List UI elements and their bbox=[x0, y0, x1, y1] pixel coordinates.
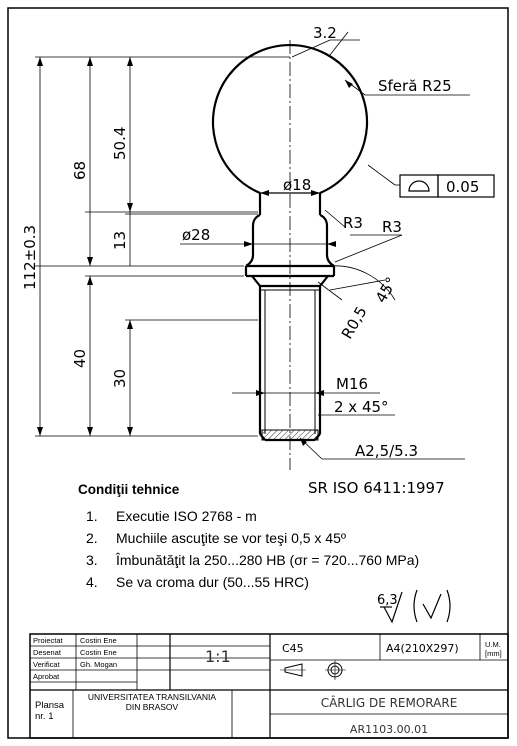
dim-40: 40 bbox=[71, 348, 89, 368]
name-verificat: Gh. Mogan bbox=[80, 660, 118, 669]
dim-thread: M16 bbox=[336, 375, 369, 393]
notes-list bbox=[78, 505, 498, 593]
note-item bbox=[78, 527, 498, 549]
dim-chamfer-2x45: 2 x 45° bbox=[334, 398, 389, 416]
dim-30: 30 bbox=[111, 368, 129, 388]
note-number: 1. bbox=[86, 508, 98, 524]
dim-center-hole: A2,5/5.3 bbox=[355, 442, 419, 460]
paper-format: A4(210X297) bbox=[386, 642, 459, 655]
dim-angle: 45° bbox=[371, 273, 401, 306]
dim-chamfer-top: 3.2 bbox=[313, 24, 337, 42]
role-desenat: Desenat bbox=[33, 648, 61, 657]
dim-50-4: 50.4 bbox=[111, 126, 129, 160]
dim-d18: ø18 bbox=[283, 176, 312, 194]
note-number: 2. bbox=[86, 530, 98, 546]
technical-conditions bbox=[78, 482, 498, 593]
dimension-arrows bbox=[37, 57, 353, 446]
note-number: 3. bbox=[86, 552, 98, 568]
drawing-number: AR1103.00.01 bbox=[349, 723, 429, 736]
university-line2: DIN BRASOV bbox=[125, 702, 179, 712]
role-verificat: Verificat bbox=[33, 660, 60, 669]
title-block-text bbox=[33, 636, 502, 736]
dim-68: 68 bbox=[71, 160, 89, 180]
dim-standard: SR ISO 6411:1997 bbox=[308, 479, 445, 497]
sheet-frame bbox=[8, 8, 508, 738]
dim-d28: ø28 bbox=[182, 226, 211, 244]
note-text: Îmbunătăţit la 250...280 HB (σr = 720...760 MPa) bbox=[116, 552, 420, 568]
note-text: Se va croma dur (50...55 HRC) bbox=[116, 574, 309, 590]
um-value: [mm] bbox=[485, 649, 502, 658]
scale: 1:1 bbox=[205, 647, 231, 666]
university-line1: UNIVERSITATEA TRANSILVANIA bbox=[87, 692, 217, 702]
um-label: U.M. bbox=[485, 640, 501, 649]
note-text: Muchiile ascuţite se vor teşi 0,5 x 45º bbox=[116, 530, 346, 546]
name-proiectat: Costin Ene bbox=[80, 636, 117, 645]
dim-r05: R0,5 bbox=[337, 303, 371, 342]
dim-13: 13 bbox=[111, 230, 129, 250]
role-aprobat: Aprobat bbox=[33, 672, 60, 681]
part-name: CÂRLIG DE REMORARE bbox=[320, 696, 458, 710]
role-proiectat: Proiectat bbox=[33, 636, 63, 645]
name-desenat: Costin Ene bbox=[80, 648, 117, 657]
dim-r3-right: R3 bbox=[382, 218, 402, 236]
note-item bbox=[78, 505, 498, 527]
dim-sphere-radius: Sferă R25 bbox=[378, 77, 452, 95]
dim-form-tolerance: 0.05 bbox=[446, 178, 480, 196]
dim-total-length: 112±0.3 bbox=[21, 224, 39, 290]
sheet-label: Plansa bbox=[35, 700, 65, 711]
sheet-number: nr. 1 bbox=[35, 711, 54, 722]
note-item bbox=[78, 571, 498, 593]
notes-title: Condiţii tehnice bbox=[78, 482, 180, 497]
roughness-value: 6,3 bbox=[377, 593, 398, 608]
material: C45 bbox=[282, 642, 304, 655]
note-number: 4. bbox=[86, 574, 98, 590]
roughness-symbol bbox=[377, 590, 450, 622]
note-item bbox=[78, 549, 498, 571]
dim-r3-left: R3 bbox=[343, 214, 363, 232]
note-text: Executie ISO 2768 - m bbox=[116, 508, 257, 524]
